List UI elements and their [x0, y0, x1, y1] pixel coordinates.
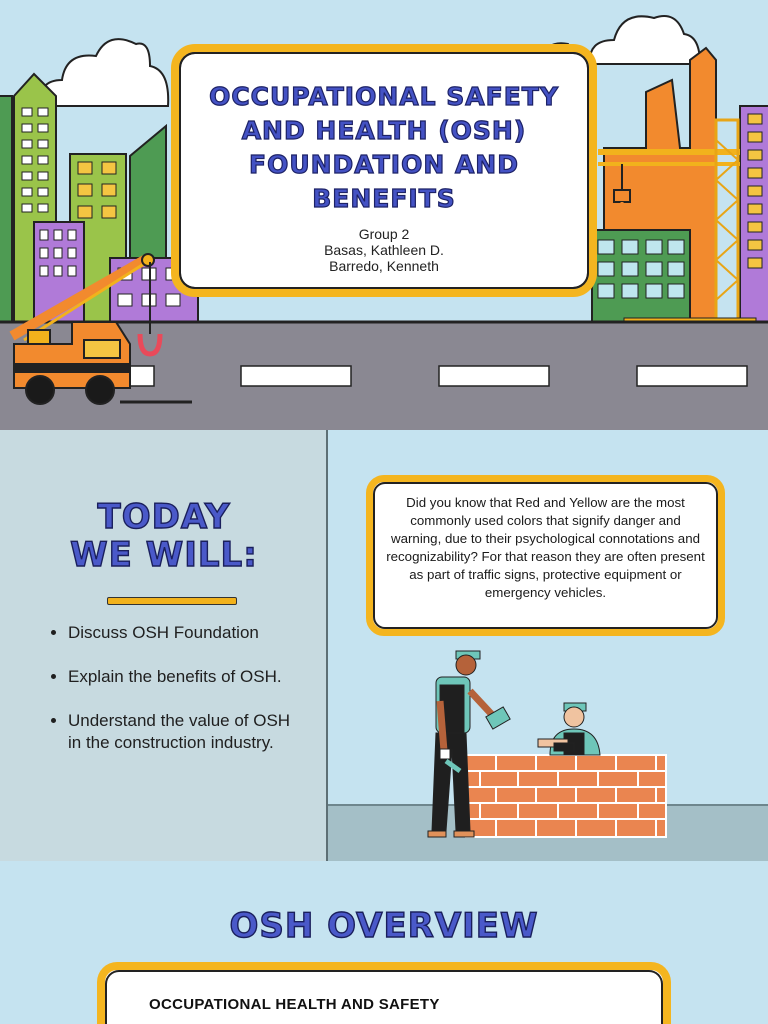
agenda-panel	[0, 430, 328, 861]
agenda-heading	[0, 498, 328, 574]
list-item: • Discuss OSH Foundation	[68, 622, 308, 644]
hero-section	[0, 0, 768, 430]
author-name: Barredo, Kenneth	[329, 258, 439, 274]
agenda-section	[0, 430, 768, 861]
page-title: OCCUPATIONAL SAFETY AND HEALTH (OSH) FOUNDATION AND BENEFITS	[209, 82, 559, 213]
brick-wall-icon	[466, 755, 666, 837]
cloud-icon	[40, 39, 168, 106]
overview-card-heading: OCCUPATIONAL HEALTH AND SAFETY	[149, 996, 440, 1013]
overview-title: OSH OVERVIEW	[229, 906, 539, 946]
list-item: • Understand the value of OSH in the construction industry.	[68, 710, 308, 754]
divider-bar	[107, 597, 237, 605]
title-card	[171, 44, 597, 297]
group-label: Group 2	[358, 226, 410, 242]
worker-icon	[538, 703, 600, 755]
overview-section	[0, 862, 768, 1024]
overview-card	[97, 962, 671, 1024]
workers-illustration	[328, 621, 768, 861]
agenda-heading-line: WE WILL:	[70, 535, 258, 575]
list-item: • Explain the benefits of OSH.	[68, 666, 308, 688]
agenda-list	[56, 622, 308, 776]
fact-text: Did you know that Red and Yellow are the most commonly used colors that signify danger and warning, due to their psychological connotations and recognizability? For that reason they are often present as part of traffic signs, protective equipment or emergency vehicles.	[386, 495, 705, 600]
cloud-icon	[590, 16, 700, 64]
fact-card	[366, 475, 725, 636]
fact-card-inner	[373, 482, 718, 629]
author-name: Basas, Kathleen D.	[324, 242, 444, 258]
title-card-border	[179, 52, 589, 289]
agenda-heading-line: TODAY	[97, 497, 231, 537]
